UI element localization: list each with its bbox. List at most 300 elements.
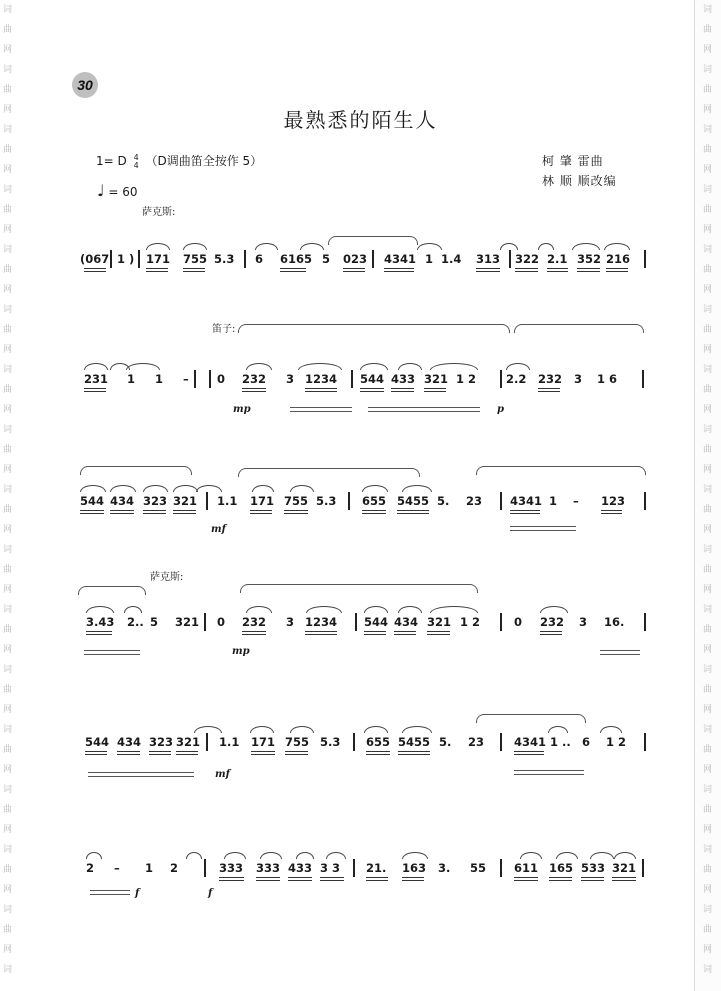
slur-arc bbox=[417, 243, 442, 250]
slur-arc bbox=[290, 485, 314, 492]
beam-underline bbox=[305, 391, 337, 392]
bar-line bbox=[206, 733, 208, 751]
slur-arc bbox=[146, 243, 170, 250]
note-group: 6 bbox=[582, 735, 591, 749]
beam-underline bbox=[183, 268, 205, 269]
watermark-char: 词 bbox=[3, 485, 13, 495]
slur-arc bbox=[246, 606, 272, 613]
beam-underline bbox=[538, 391, 560, 392]
slur-arc bbox=[183, 243, 207, 250]
note-group: – bbox=[183, 372, 189, 386]
instrument-sax-2: 萨克斯: bbox=[150, 572, 184, 583]
watermark-char: 网 bbox=[703, 45, 713, 55]
watermark-char: 网 bbox=[703, 225, 713, 235]
watermark-char: 词 bbox=[703, 425, 713, 435]
beam-underline bbox=[362, 510, 386, 511]
bar-line bbox=[644, 492, 646, 510]
watermark-char: 词 bbox=[703, 365, 713, 375]
beam-underline bbox=[280, 271, 306, 272]
phrase-arc bbox=[328, 236, 418, 245]
beam-underline bbox=[427, 631, 450, 632]
watermark-char: 词 bbox=[703, 485, 713, 495]
phrase-arc bbox=[476, 466, 646, 475]
bar-line bbox=[500, 859, 502, 877]
slur-arc bbox=[260, 852, 282, 859]
bar-line bbox=[644, 733, 646, 751]
beam-underline bbox=[510, 513, 540, 514]
note-group: 3 3 bbox=[320, 861, 341, 875]
note-group: 611 bbox=[514, 861, 539, 875]
note-group: 232 bbox=[242, 372, 267, 386]
watermark-char: 网 bbox=[703, 345, 713, 355]
watermark-char: 网 bbox=[3, 705, 13, 715]
watermark-char: 曲 bbox=[3, 745, 13, 755]
beam-underline bbox=[242, 388, 266, 389]
beam-underline bbox=[424, 391, 446, 392]
watermark-char: 词 bbox=[3, 185, 13, 195]
watermark-char: 曲 bbox=[703, 325, 713, 335]
time-signature bbox=[134, 154, 139, 170]
hairpin bbox=[90, 890, 130, 896]
dynamic-mp-2: mp bbox=[232, 646, 250, 657]
watermark-char: 网 bbox=[703, 525, 713, 535]
watermark-char: 网 bbox=[3, 285, 13, 295]
bar-line bbox=[348, 492, 350, 510]
watermark-char: 词 bbox=[3, 305, 13, 315]
beam-underline bbox=[391, 388, 414, 389]
slur-arc bbox=[402, 852, 428, 859]
watermark-char: 曲 bbox=[3, 385, 13, 395]
beam-underline bbox=[285, 751, 308, 752]
beam-underline bbox=[549, 880, 572, 881]
beam-underline bbox=[250, 510, 272, 511]
bar-line bbox=[204, 613, 206, 631]
note-group: 123 bbox=[601, 494, 626, 508]
note-group: 0 bbox=[217, 372, 226, 386]
slur-arc bbox=[430, 606, 478, 613]
watermark-char: 曲 bbox=[3, 205, 13, 215]
beam-underline bbox=[360, 391, 384, 392]
slur-arc bbox=[538, 243, 554, 250]
note-group: 5.3 bbox=[214, 252, 235, 266]
note-group: 5. bbox=[439, 735, 452, 749]
instrument-flute: 笛子: bbox=[212, 324, 236, 335]
beam-underline bbox=[251, 754, 275, 755]
note-group: 171 bbox=[146, 252, 171, 266]
note-group: 2.2 bbox=[506, 372, 527, 386]
beam-underline bbox=[394, 634, 416, 635]
beam-underline bbox=[242, 634, 266, 635]
slur-arc bbox=[246, 363, 272, 370]
beam-underline bbox=[366, 751, 390, 752]
hairpin bbox=[88, 772, 194, 778]
bar-line bbox=[194, 370, 196, 388]
slur-arc bbox=[572, 243, 600, 250]
bar-line bbox=[138, 250, 140, 268]
hairpin bbox=[510, 526, 576, 532]
note-group: – bbox=[573, 494, 579, 508]
note-group: 434 bbox=[394, 615, 419, 629]
hairpin bbox=[368, 407, 480, 413]
beam-underline bbox=[251, 751, 275, 752]
beam-underline bbox=[606, 271, 628, 272]
watermark-char: 词 bbox=[703, 125, 713, 135]
watermark-char: 曲 bbox=[3, 925, 13, 935]
beam-underline bbox=[581, 880, 604, 881]
watermark-char: 曲 bbox=[3, 565, 13, 575]
beam-underline bbox=[305, 631, 337, 632]
watermark-char: 词 bbox=[3, 905, 13, 915]
slur-arc bbox=[86, 606, 114, 613]
beam-underline bbox=[305, 634, 337, 635]
beam-underline bbox=[84, 268, 106, 269]
note-group: 755 bbox=[183, 252, 208, 266]
watermark-char: 词 bbox=[3, 125, 13, 135]
note-group: 2.. bbox=[127, 615, 144, 629]
watermark-char: 网 bbox=[703, 885, 713, 895]
beam-underline bbox=[146, 271, 168, 272]
beam-underline bbox=[427, 634, 450, 635]
note-group: 2.1 bbox=[547, 252, 568, 266]
phrase-arc bbox=[80, 466, 192, 475]
note-group: 333 bbox=[219, 861, 244, 875]
note-group: 544 bbox=[80, 494, 105, 508]
beam-underline bbox=[343, 268, 365, 269]
watermark-char: 网 bbox=[703, 465, 713, 475]
watermark-char: 词 bbox=[703, 665, 713, 675]
note-group: (067 bbox=[80, 252, 110, 266]
slur-arc bbox=[500, 243, 518, 250]
beam-underline bbox=[612, 877, 636, 878]
watermark-char: 网 bbox=[703, 105, 713, 115]
note-group: 433 bbox=[288, 861, 313, 875]
bar-line bbox=[209, 370, 211, 388]
slur-arc bbox=[124, 606, 142, 613]
note-group: 321 bbox=[176, 735, 201, 749]
note-group: 2 bbox=[86, 861, 95, 875]
beam-underline bbox=[547, 271, 568, 272]
slur-arc bbox=[360, 363, 388, 370]
slur-arc bbox=[306, 606, 342, 613]
slur-arc bbox=[296, 852, 314, 859]
watermark-char: 词 bbox=[3, 65, 13, 75]
beam-underline bbox=[476, 268, 500, 269]
watermark-char: 词 bbox=[3, 365, 13, 375]
watermark-char: 网 bbox=[703, 285, 713, 295]
watermark-char: 曲 bbox=[3, 265, 13, 275]
beam-underline bbox=[397, 510, 429, 511]
slur-arc bbox=[364, 726, 388, 733]
beam-underline bbox=[510, 510, 540, 511]
beam-underline bbox=[176, 754, 198, 755]
note-group: 313 bbox=[476, 252, 501, 266]
beam-underline bbox=[398, 751, 430, 752]
watermark-char: 词 bbox=[3, 845, 13, 855]
beam-underline bbox=[581, 877, 604, 878]
beam-underline bbox=[424, 388, 446, 389]
watermark-char: 曲 bbox=[703, 565, 713, 575]
note-group: 533 bbox=[581, 861, 606, 875]
beam-underline bbox=[86, 634, 112, 635]
slur-arc bbox=[604, 243, 630, 250]
dynamic-f-2: f bbox=[208, 888, 213, 899]
slur-arc bbox=[506, 363, 530, 370]
slur-arc bbox=[143, 485, 168, 492]
note-group: 755 bbox=[285, 735, 310, 749]
beam-underline bbox=[601, 513, 622, 514]
note-group: 16. bbox=[604, 615, 625, 629]
note-group: 23 bbox=[468, 735, 485, 749]
slur-arc bbox=[520, 852, 542, 859]
slur-arc bbox=[556, 852, 578, 859]
beam-underline bbox=[176, 751, 198, 752]
note-group: 55 bbox=[470, 861, 487, 875]
bar-line bbox=[351, 370, 353, 388]
note-group: 232 bbox=[540, 615, 565, 629]
watermark-char: 网 bbox=[703, 825, 713, 835]
beam-underline bbox=[256, 877, 280, 878]
note-group: 434 bbox=[117, 735, 142, 749]
beam-underline bbox=[540, 634, 562, 635]
beam-underline bbox=[540, 631, 562, 632]
beam-underline bbox=[364, 631, 386, 632]
beam-underline bbox=[256, 880, 280, 881]
watermark-char: 曲 bbox=[703, 205, 713, 215]
key-do: 1= D bbox=[96, 154, 127, 168]
note-group: 0 bbox=[514, 615, 523, 629]
beam-underline bbox=[149, 751, 171, 752]
beam-underline bbox=[242, 391, 266, 392]
watermark-char: 曲 bbox=[3, 445, 13, 455]
note-group: 755 bbox=[284, 494, 309, 508]
beam-underline bbox=[394, 631, 416, 632]
note-group: 1.4 bbox=[441, 252, 462, 266]
phrase-arc bbox=[238, 324, 510, 333]
beam-underline bbox=[366, 754, 390, 755]
watermark-char: 网 bbox=[703, 585, 713, 595]
watermark-char: 词 bbox=[3, 725, 13, 735]
beam-underline bbox=[362, 513, 386, 514]
bar-line bbox=[353, 859, 355, 877]
watermark-char: 网 bbox=[3, 765, 13, 775]
watermark-char: 网 bbox=[3, 945, 13, 955]
beam-underline bbox=[149, 754, 171, 755]
key-signature bbox=[96, 152, 262, 170]
composer-credit: 柯 肇 雷曲 bbox=[542, 154, 604, 168]
watermark-char: 网 bbox=[3, 405, 13, 415]
beam-underline bbox=[117, 751, 140, 752]
phrase-arc bbox=[78, 586, 146, 595]
beam-underline bbox=[288, 880, 312, 881]
beam-underline bbox=[606, 268, 628, 269]
beam-underline bbox=[577, 271, 600, 272]
beam-underline bbox=[288, 877, 312, 878]
slur-arc bbox=[196, 485, 222, 492]
beam-underline bbox=[601, 510, 622, 511]
note-group: 5.3 bbox=[316, 494, 337, 508]
note-group: – bbox=[114, 861, 120, 875]
beam-underline bbox=[250, 513, 272, 514]
note-group: 322 bbox=[515, 252, 540, 266]
note-group: 232 bbox=[242, 615, 267, 629]
watermark-char: 曲 bbox=[703, 865, 713, 875]
note-group: 216 bbox=[606, 252, 631, 266]
beam-underline bbox=[577, 268, 600, 269]
note-group: 544 bbox=[364, 615, 389, 629]
slur-arc bbox=[290, 726, 314, 733]
watermark-char: 词 bbox=[703, 185, 713, 195]
note-group: 5 bbox=[150, 615, 159, 629]
watermark-char: 网 bbox=[3, 345, 13, 355]
watermark-char: 曲 bbox=[3, 25, 13, 35]
song-title: 最熟悉的陌生人 bbox=[283, 108, 438, 132]
watermark-char: 网 bbox=[703, 645, 713, 655]
note-group: 21. bbox=[366, 861, 387, 875]
note-group: 3 bbox=[579, 615, 588, 629]
note-group: 544 bbox=[85, 735, 110, 749]
watermark-char: 词 bbox=[3, 5, 13, 15]
note-group: 1 bbox=[549, 494, 558, 508]
bar-line bbox=[500, 733, 502, 751]
watermark-char: 词 bbox=[703, 305, 713, 315]
note-group: 333 bbox=[256, 861, 281, 875]
watermark-char: 网 bbox=[3, 225, 13, 235]
beam-underline bbox=[86, 631, 112, 632]
note-group: 1 ) bbox=[117, 252, 135, 266]
beam-underline bbox=[305, 388, 337, 389]
slur-arc bbox=[540, 606, 568, 613]
note-group: 433 bbox=[391, 372, 416, 386]
watermark-char: 曲 bbox=[3, 865, 13, 875]
watermark-char: 网 bbox=[703, 765, 713, 775]
dynamic-f-1: f bbox=[135, 888, 140, 899]
note-group: 6 bbox=[255, 252, 264, 266]
note-group: 3. bbox=[438, 861, 451, 875]
beam-underline bbox=[476, 271, 500, 272]
bar-line bbox=[244, 250, 246, 268]
beam-underline bbox=[402, 880, 424, 881]
quarter-note-icon: ♩ bbox=[97, 181, 105, 200]
watermark-char: 曲 bbox=[703, 685, 713, 695]
bar-line bbox=[509, 250, 511, 268]
bar-line bbox=[500, 370, 502, 388]
note-group: 1 .. bbox=[550, 735, 571, 749]
arranger-credit: 林 顺 顺改编 bbox=[542, 174, 617, 188]
note-group: 5455 bbox=[397, 494, 430, 508]
beam-underline bbox=[84, 391, 106, 392]
note-group: 232 bbox=[538, 372, 563, 386]
beam-underline bbox=[285, 754, 308, 755]
slur-arc bbox=[80, 485, 106, 492]
watermark-right bbox=[694, 0, 721, 991]
watermark-char: 曲 bbox=[703, 85, 713, 95]
phrase-arc bbox=[240, 584, 478, 593]
phrase-arc bbox=[514, 324, 644, 333]
watermark-char: 曲 bbox=[703, 805, 713, 815]
beam-underline bbox=[143, 513, 166, 514]
phrase-arc bbox=[238, 468, 420, 477]
note-group: 1 6 bbox=[597, 372, 618, 386]
watermark-char: 曲 bbox=[3, 85, 13, 95]
beam-underline bbox=[84, 271, 106, 272]
beam-underline bbox=[117, 754, 140, 755]
dynamic-mf-1: mf bbox=[211, 524, 226, 535]
beam-underline bbox=[343, 271, 365, 272]
beam-underline bbox=[320, 877, 344, 878]
bar-line bbox=[642, 859, 644, 877]
beam-underline bbox=[143, 510, 166, 511]
dynamic-mp-1: mp bbox=[233, 404, 251, 415]
watermark-char: 网 bbox=[3, 585, 13, 595]
slur-arc bbox=[548, 726, 568, 733]
time-numerator: 4 bbox=[133, 152, 139, 162]
note-group: 165 bbox=[549, 861, 574, 875]
watermark-char: 词 bbox=[703, 545, 713, 555]
note-group: 5455 bbox=[398, 735, 431, 749]
slur-arc bbox=[398, 606, 422, 613]
watermark-char: 曲 bbox=[3, 145, 13, 155]
watermark-char: 词 bbox=[703, 965, 713, 975]
slur-arc bbox=[402, 485, 432, 492]
watermark-char: 词 bbox=[3, 245, 13, 255]
note-group: 321 bbox=[427, 615, 452, 629]
note-group: 3 bbox=[286, 615, 295, 629]
note-group: 544 bbox=[360, 372, 385, 386]
slur-arc bbox=[126, 363, 160, 370]
watermark-char: 词 bbox=[703, 245, 713, 255]
watermark-char: 网 bbox=[3, 45, 13, 55]
note-group: 321 bbox=[175, 615, 200, 629]
watermark-char: 词 bbox=[703, 65, 713, 75]
note-group: 4341 bbox=[514, 735, 547, 749]
watermark-char: 词 bbox=[3, 965, 13, 975]
note-group: 3.43 bbox=[86, 615, 115, 629]
hairpin bbox=[290, 407, 352, 413]
watermark-char: 曲 bbox=[703, 145, 713, 155]
beam-underline bbox=[173, 513, 196, 514]
note-group: 4341 bbox=[384, 252, 417, 266]
beam-underline bbox=[515, 271, 538, 272]
time-denominator: 4 bbox=[133, 160, 139, 170]
beam-underline bbox=[280, 268, 306, 269]
watermark-char: 词 bbox=[703, 905, 713, 915]
watermark-char: 曲 bbox=[3, 625, 13, 635]
beam-underline bbox=[364, 634, 386, 635]
beam-underline bbox=[547, 268, 568, 269]
watermark-char: 网 bbox=[3, 825, 13, 835]
beam-underline bbox=[110, 513, 134, 514]
dynamic-p: p bbox=[497, 404, 504, 415]
bar-line bbox=[110, 250, 112, 268]
watermark-char: 曲 bbox=[703, 265, 713, 275]
beam-underline bbox=[219, 877, 244, 878]
note-group: 1.1 bbox=[219, 735, 240, 749]
beam-underline bbox=[284, 510, 308, 511]
slur-arc bbox=[173, 485, 198, 492]
note-group: 1 bbox=[425, 252, 434, 266]
watermark-char: 词 bbox=[3, 605, 13, 615]
note-group: 6165 bbox=[280, 252, 313, 266]
note-group: 0 bbox=[217, 615, 226, 629]
watermark-char: 网 bbox=[3, 525, 13, 535]
bar-line bbox=[642, 370, 644, 388]
slur-arc bbox=[614, 852, 636, 859]
beam-underline bbox=[514, 751, 544, 752]
beam-underline bbox=[391, 391, 414, 392]
beam-underline bbox=[320, 880, 344, 881]
slur-arc bbox=[86, 852, 102, 859]
bar-line bbox=[644, 250, 646, 268]
